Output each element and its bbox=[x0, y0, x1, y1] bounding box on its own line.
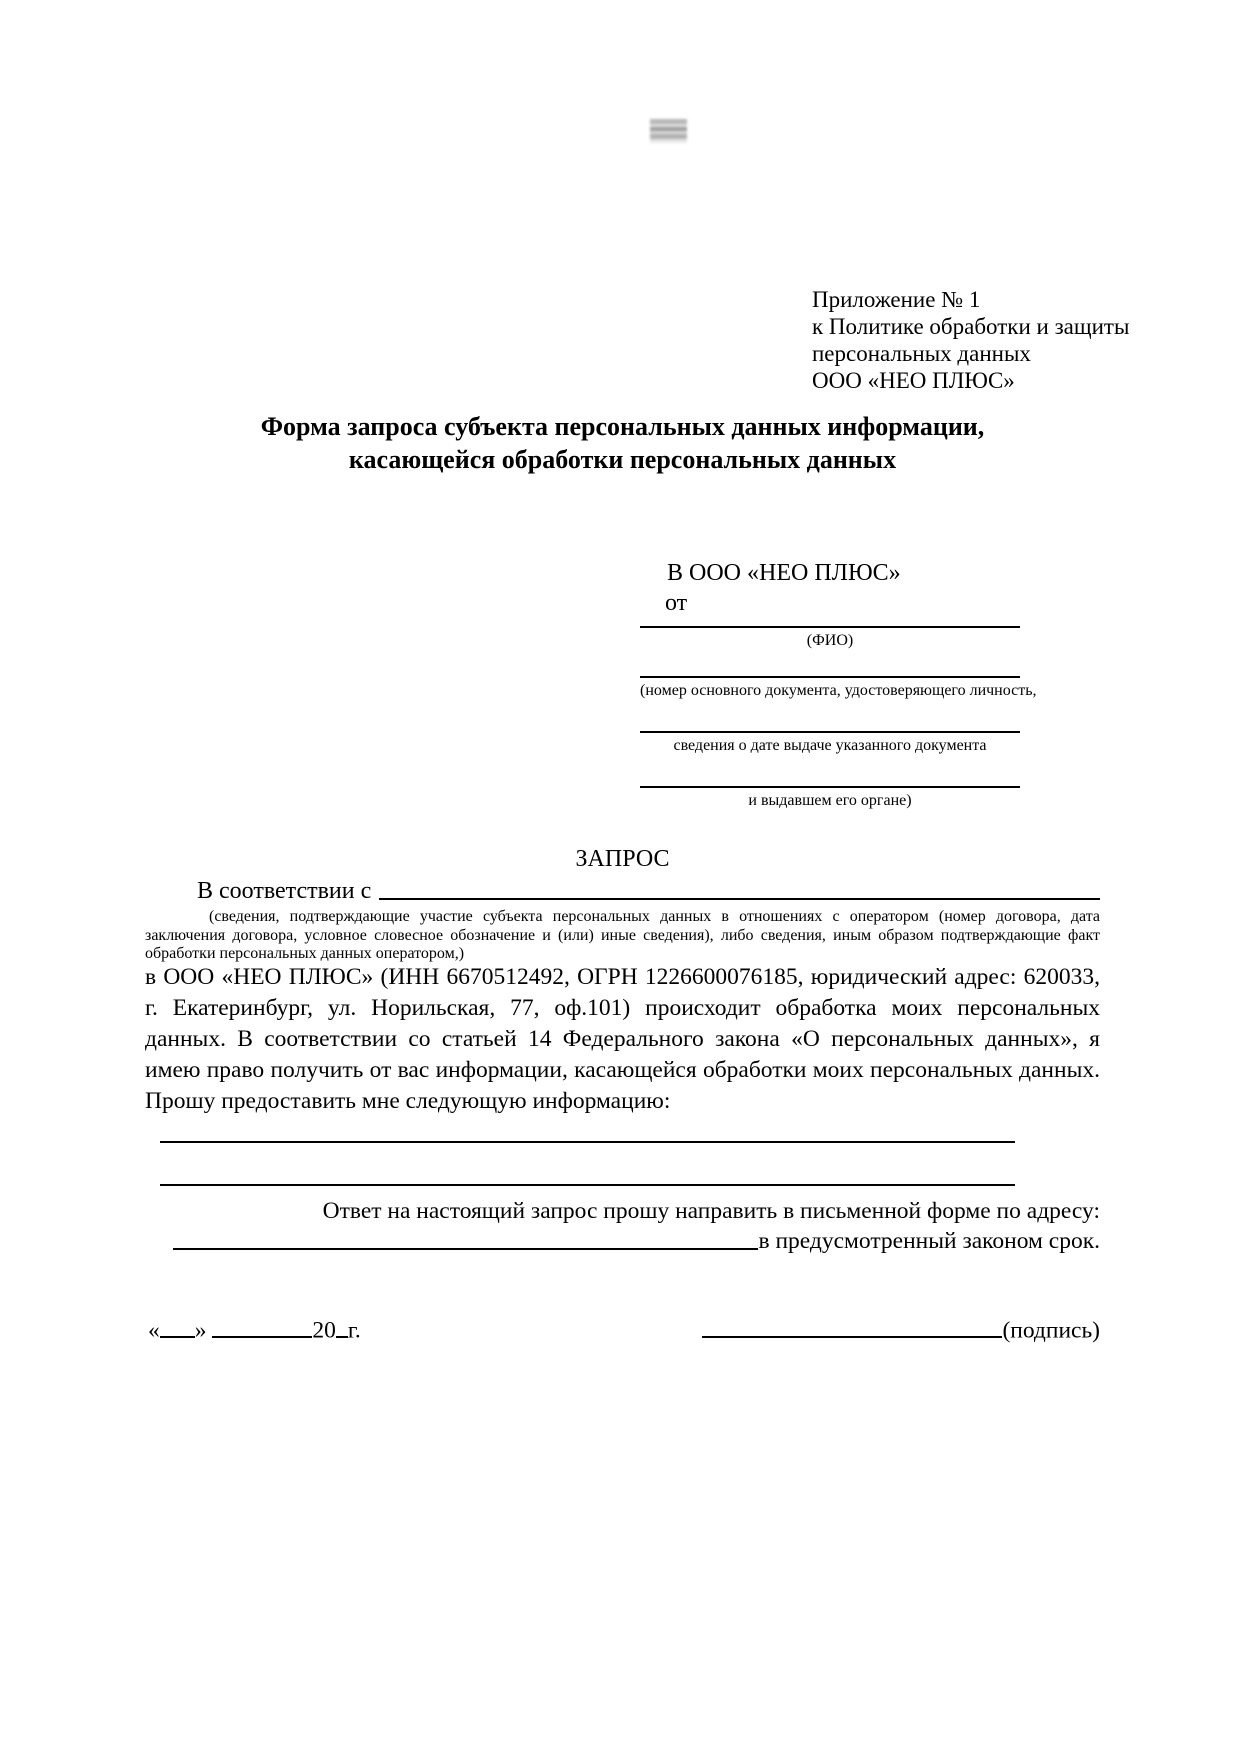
date-year-blank-line bbox=[336, 1312, 348, 1338]
document-title-line-1: Форма запроса субъекта персональных данных информации, bbox=[260, 412, 985, 441]
document-issue-date-caption: сведения о дате выдаче указанного документа bbox=[673, 737, 987, 754]
document-issue-date-blank-line bbox=[640, 731, 1020, 733]
document-number-field bbox=[640, 676, 1037, 700]
document-issuer-blank-line bbox=[640, 786, 1020, 788]
appendix-header-line: персональных данных bbox=[812, 341, 1031, 366]
document-issuer-field bbox=[640, 786, 1020, 810]
date-year-prefix: 20 bbox=[312, 1317, 336, 1344]
reply-deadline-text: в предусмотренный законом срок. bbox=[758, 1228, 1100, 1254]
fio-blank-line bbox=[640, 626, 1020, 628]
document-number-caption: (номер основного документа, удостоверяющего личность, bbox=[640, 682, 1037, 699]
document-title bbox=[145, 410, 1100, 476]
fio-caption: (ФИО) bbox=[806, 632, 854, 649]
date-month-blank-line bbox=[212, 1312, 312, 1338]
address-blank-line bbox=[173, 1248, 758, 1250]
date-year-suffix: г. bbox=[347, 1317, 361, 1344]
signature-fill-in bbox=[702, 1312, 1100, 1345]
requested-info-blank-line-1 bbox=[160, 1141, 1015, 1143]
document-issue-date-field bbox=[640, 731, 1020, 755]
date-close-quote: » bbox=[194, 1317, 207, 1344]
appendix-header-line: Приложение № 1 bbox=[812, 287, 981, 312]
signature-blank-line bbox=[702, 1312, 1002, 1338]
appendix-header-line: ООО «НЕО ПЛЮС» bbox=[812, 368, 1015, 393]
signature-row bbox=[148, 1312, 1100, 1345]
reply-address-line bbox=[145, 1228, 1100, 1255]
document-number-blank-line bbox=[640, 676, 1020, 678]
date-open-quote: « bbox=[148, 1317, 160, 1344]
signature-caption: (подпись) bbox=[1002, 1317, 1100, 1344]
requested-info-blank-line-2 bbox=[160, 1184, 1015, 1186]
basis-blank-line bbox=[379, 898, 1100, 900]
reply-instruction: Ответ на настоящий запрос прошу направить в письменной форме по адресу: bbox=[322, 1198, 1100, 1224]
basis-label: В соответствии с bbox=[197, 878, 372, 904]
date-fill-in bbox=[148, 1312, 361, 1345]
appendix-header-line: к Политике обработки и защиты bbox=[812, 314, 1130, 339]
request-body-paragraph: в ООО «НЕО ПЛЮС» (ИНН 6670512492, ОГРН 1226600076185, юридический адрес: 620033, г. Екатеринбург, ул. Норильская, 77, оф.101) происходит обработка моих персональных данных. В соответствии со статьей 14 Федерального закона «О персональных данных», я имею право получить от вас информации, касающейся обработки моих персональных данных. Прошу предоставить мне следующую информацию: bbox=[145, 964, 1100, 1114]
basis-caption: (сведения, подтверждающие участие субъекта персональных данных в отношениях с оператором (номер договора, дата заключения договора, условное словесное обозначение и (или) иные сведения), либо сведения, иным образом подтверждающие факт обработки персональных данных оператором,) bbox=[145, 908, 1100, 962]
blurred-logo-image bbox=[650, 119, 687, 143]
date-day-blank-line bbox=[160, 1312, 195, 1338]
addressee-to: В ООО «НЕО ПЛЮС» bbox=[667, 560, 901, 586]
addressee-from-label: от bbox=[665, 590, 688, 616]
appendix-header bbox=[812, 286, 1129, 394]
document-title-line-2: касающейся обработки персональных данных bbox=[348, 445, 897, 474]
fio-field bbox=[640, 626, 1020, 650]
basis-line bbox=[145, 878, 1100, 905]
request-heading: ЗАПРОС bbox=[575, 846, 670, 872]
document-issuer-caption: и выдавшем его органе) bbox=[748, 792, 912, 809]
